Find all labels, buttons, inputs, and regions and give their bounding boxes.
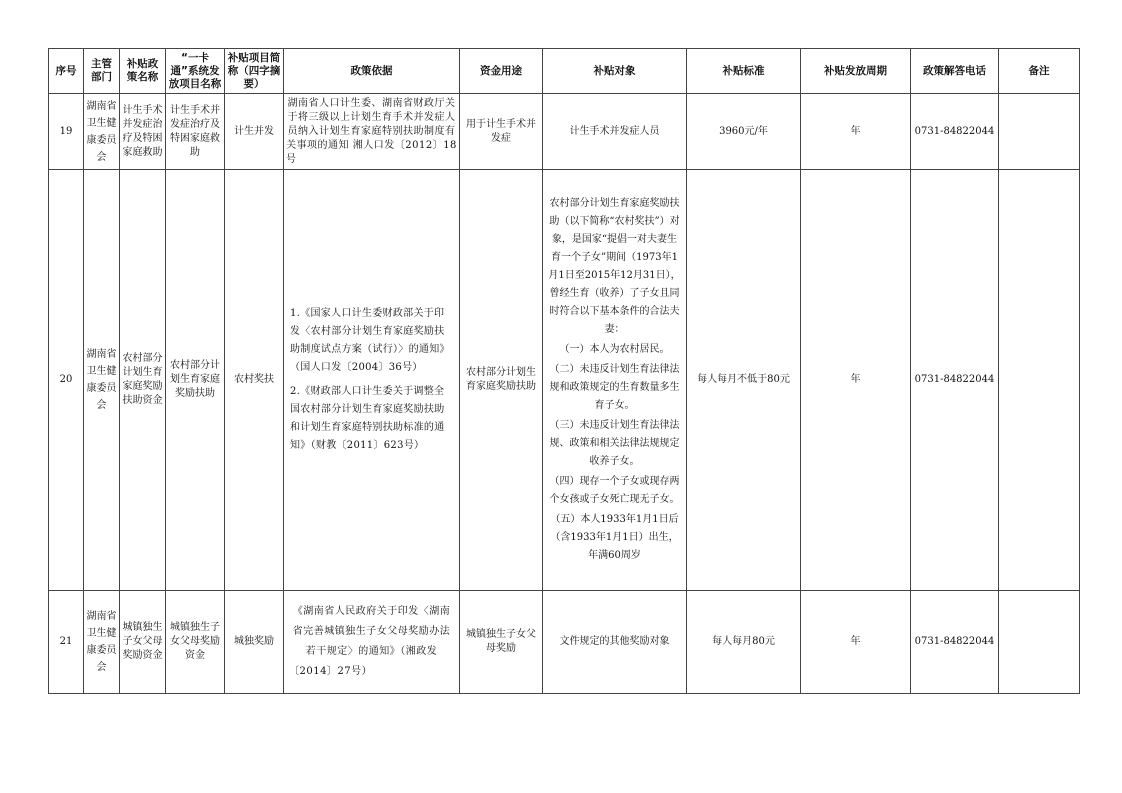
table-row xyxy=(49,170,1080,591)
cell-basis: 《湖南省人民政府关于印发〈湖南省完善城镇独生子女父母奖励办法若干规定〉的通知》（湘政发〔2014〕27号） xyxy=(284,591,460,694)
header-card-name: “一卡通”系统发放项目名称 xyxy=(166,49,225,94)
cell-note xyxy=(999,591,1080,694)
cell-standard: 每人每月不低于80元 xyxy=(687,170,801,591)
cell-policy-name: 农村部分计划生育家庭奖励扶助资金 xyxy=(120,170,166,591)
cell-phone: 0731-84822044 xyxy=(911,170,999,591)
cell-dept xyxy=(84,94,120,170)
cell-seq: 19 xyxy=(49,94,84,170)
target-condition-2: （二）未违反计划生育法律法规和政策规定的生育数量多生育子女。 xyxy=(549,364,680,411)
cell-usage: 农村部分计划生育家庭奖励扶助 xyxy=(460,170,543,591)
cell-policy-name: 城镇独生子女父母奖励资金 xyxy=(120,591,166,694)
cell-short-name: 计生并发 xyxy=(225,94,284,170)
cell-short-name: 农村奖扶 xyxy=(225,170,284,591)
target-condition-4: （四）现存一个子女或现存两个女孩或子女死亡现无子女。 xyxy=(549,476,680,505)
cell-cycle: 年 xyxy=(801,94,911,170)
cell-dept-text: 湖南省卫生健康委员会 xyxy=(86,611,117,673)
cell-seq: 21 xyxy=(49,591,84,694)
header-target: 补贴对象 xyxy=(543,49,687,94)
cell-cycle: 年 xyxy=(801,170,911,591)
cell-dept-text: 湖南省卫生健康委员会 xyxy=(86,349,117,411)
header-standard: 补贴标准 xyxy=(687,49,801,94)
header-note: 备注 xyxy=(999,49,1080,94)
target-condition-3: （三）未违反计划生育法律法规、政策和相关法律法规规定收养子女。 xyxy=(549,420,680,467)
cell-dept xyxy=(84,591,120,694)
header-basis: 政策依据 xyxy=(284,49,460,94)
cell-target: 计生手术并发症人员 xyxy=(543,94,687,170)
cell-card-name: 计生手术并发症治疗及特困家庭救助 xyxy=(166,94,225,170)
cell-target xyxy=(543,170,687,591)
basis-item-1: 1.《国家人口计生委财政部关于印发〈农村部分计划生育家庭奖励扶助制度试点方案（试行）〉的通知》（国人口发〔2004〕36号） xyxy=(290,308,450,373)
cell-phone: 0731-84822044 xyxy=(911,591,999,694)
cell-usage: 城镇独生子女父母奖励 xyxy=(460,591,543,694)
table-row xyxy=(49,591,1080,694)
target-intro: 农村部分计划生育家庭奖励扶助（以下简称“农村奖扶”）对象，是国家“提倡一对夫妻生育一个子女”期间（1973年1月1日至2015年12月31日），曾经生育（收养）了子女且同时符合以下基本条件的合法夫妻： xyxy=(548,198,681,335)
cell-policy-name: 计生手术并发症治疗及特困家庭救助 xyxy=(120,94,166,170)
header-usage: 资金用途 xyxy=(460,49,543,94)
header-short-name: 补贴项目简称（四字摘要） xyxy=(225,49,284,94)
header-phone: 政策解答电话 xyxy=(911,49,999,94)
cell-dept-text: 湖南省卫生健康委员会 xyxy=(86,100,117,163)
target-condition-1: （一）本人为农村居民。 xyxy=(559,344,670,355)
header-row xyxy=(49,49,1080,94)
cell-phone: 0731-84822044 xyxy=(911,94,999,170)
cell-standard: 3960元/年 xyxy=(687,94,801,170)
cell-card-name: 农村部分计划生育家庭奖励扶助 xyxy=(166,170,225,591)
header-policy-name: 补贴政策名称 xyxy=(120,49,166,94)
target-condition-5: （五）本人1933年1月1日后（含1933年1月1日）出生，年满60周岁 xyxy=(550,514,679,561)
cell-dept xyxy=(84,170,120,591)
cell-note xyxy=(999,94,1080,170)
cell-basis: 湖南省人口计生委、湖南省财政厅关于将三级以上计划生育手术并发症人员纳入计划生育家庭特别扶助制度有关事项的通知 湘人口发〔2012〕18号 xyxy=(284,94,460,170)
cell-usage: 用于计生手术并发症 xyxy=(460,94,543,170)
cell-short-name: 城独奖励 xyxy=(225,591,284,694)
cell-card-name: 城镇独生子女父母奖励资金 xyxy=(166,591,225,694)
cell-cycle: 年 xyxy=(801,591,911,694)
table-row xyxy=(49,94,1080,170)
header-cycle: 补贴发放周期 xyxy=(801,49,911,94)
cell-standard: 每人每月80元 xyxy=(687,591,801,694)
cell-target: 文件规定的其他奖励对象 xyxy=(543,591,687,694)
cell-note xyxy=(999,170,1080,591)
header-seq: 序号 xyxy=(49,49,84,94)
cell-seq: 20 xyxy=(49,170,84,591)
cell-basis xyxy=(284,170,460,591)
header-dept: 主管部门 xyxy=(84,49,120,94)
subsidy-policy-table xyxy=(48,48,1080,694)
basis-item-2: 2.《财政部人口计生委关于调整全国农村部分计划生育家庭奖励扶助和计划生育家庭特别扶助标准的通知》（财教〔2011〕623号） xyxy=(290,386,445,451)
